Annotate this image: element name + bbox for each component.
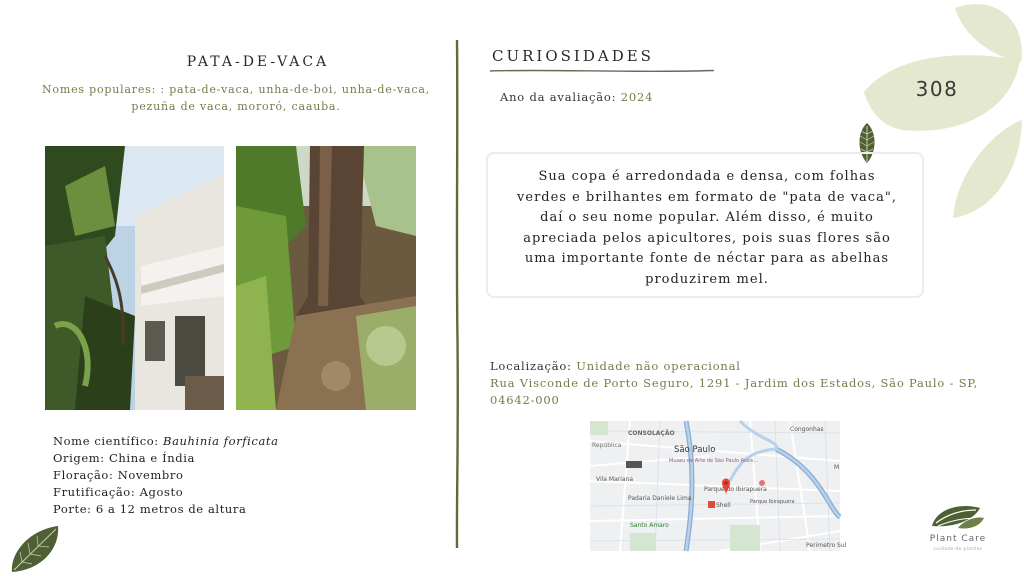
map-label-republica: República bbox=[592, 442, 622, 449]
map-label-vila: Vila Mariana bbox=[596, 476, 634, 483]
map-label-shell: Shell bbox=[716, 502, 731, 509]
map-label-sao-paulo: São Paulo bbox=[674, 445, 716, 455]
fact-fruiting: Frutificação: Agosto bbox=[53, 485, 184, 499]
map-label-consolacao: CONSOLAÇÃO bbox=[628, 430, 675, 437]
location: Localização: Unidade não operacional Rua Visconde de Porto Seguro, 1291 - Jardim dos Estados, São Paulo - SP, 04642-000 bbox=[490, 359, 979, 407]
map-label-ibirapuera: Parque Ibirapuera bbox=[750, 499, 795, 505]
brand-name: Plant Care bbox=[929, 534, 987, 544]
leaf-icon bbox=[8, 524, 62, 574]
evaluation-year-value: 2024 bbox=[620, 90, 654, 104]
location-map[interactable] bbox=[590, 421, 847, 551]
heading-underline bbox=[490, 68, 714, 74]
map-label-padaria: Padaria Daniele Lima bbox=[628, 495, 692, 502]
scientific-name-value: Bauhinia forficata bbox=[163, 434, 279, 448]
map-label-congonhas: Congonhas bbox=[790, 426, 824, 433]
brand-tagline: cuidado de plantas bbox=[933, 546, 983, 551]
map-label-museu: Museu de Arte de São Paulo Assis... bbox=[669, 458, 759, 464]
curiosity-text: Sua copa é arredondada e densa, com folhas verdes e brilhantes em formato de "pata de vaca", daí o seu nome popular. Além disso, é muito apreciada pelos apicultores, pois suas flores são uma importante fonte de néctar para as abelhas produzirem mel. bbox=[517, 169, 897, 287]
location-status: Unidade não operacional bbox=[576, 359, 741, 373]
popular-names bbox=[36, 81, 436, 115]
fact-flowering: Floração: Novembro bbox=[53, 468, 184, 482]
vertical-divider bbox=[454, 40, 460, 548]
popular-names-value: : pata-de-vaca, unha-de-boi, unha-de-vaca, pezuña de vaca, mororó, caauba. bbox=[131, 83, 431, 113]
map-label-parque: Parque do Ibirapuera bbox=[704, 486, 767, 493]
plant-photo-house bbox=[45, 146, 224, 410]
map-label-santo: Santo Amaro bbox=[630, 522, 669, 529]
location-address: Rua Visconde de Porto Seguro, 1291 - Jardim dos Estados, São Paulo - SP, 04642-000 bbox=[490, 376, 979, 407]
curiosities-heading: CURIOSIDADES bbox=[492, 47, 654, 65]
fact-origin: Origem: China e Índia bbox=[53, 451, 195, 465]
plant-care-logo bbox=[918, 500, 998, 560]
fact-size: Porte: 6 a 12 metros de altura bbox=[53, 502, 247, 516]
map-label-m: M bbox=[834, 464, 840, 471]
map-label-perini: Perimetro Sul bbox=[806, 542, 847, 549]
plant-facts bbox=[53, 433, 279, 518]
plant-title: PATA-DE-VACA bbox=[186, 54, 330, 70]
page-number: 308 bbox=[915, 77, 959, 101]
fact-scientific-name: Nome científico: Bauhinia forficata bbox=[53, 434, 279, 448]
evaluation-year: Ano da avaliação: 2024 bbox=[500, 90, 654, 104]
plant-photo-trunk bbox=[236, 146, 416, 410]
popular-names-label: Nomes populares: bbox=[41, 83, 161, 96]
